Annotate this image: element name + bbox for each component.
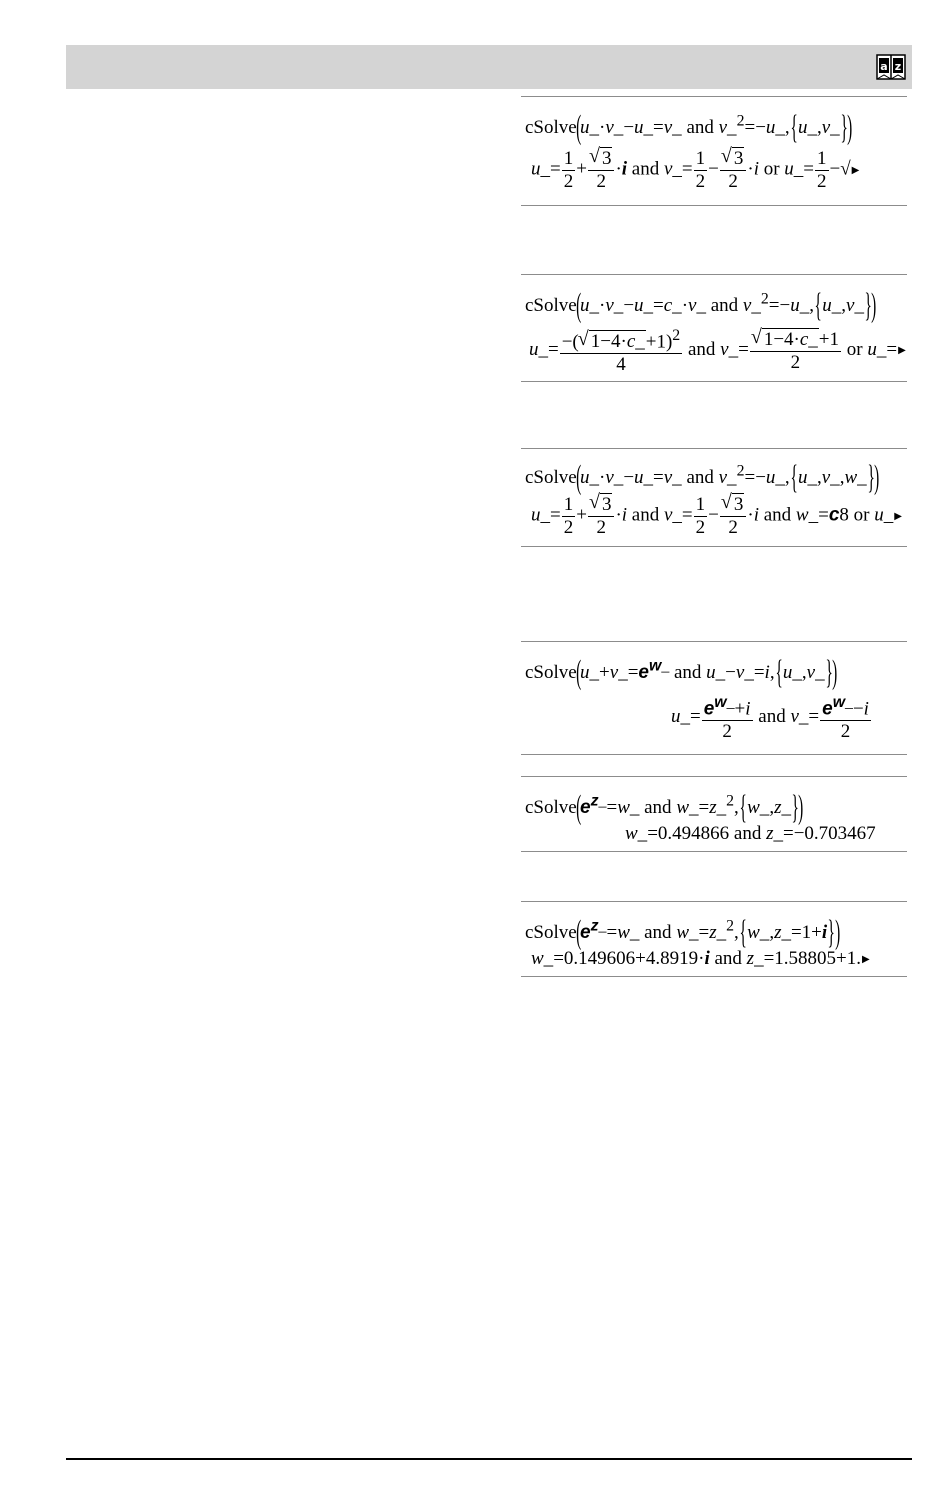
example-4	[521, 641, 907, 755]
reference-book-icon	[876, 54, 906, 80]
example-1	[521, 96, 907, 206]
example-3-output: u_= $\frac{1}{2}$ + √ $\frac{3}{2}$ ·i and v_= $\frac{1}{2}$ − √ $\frac{3}{2}$ ·i and w_=c8 or u_▶	[531, 493, 902, 539]
example-5-input: $cSolve(e^{z\_}=w\_$ and w_=z_$^2$,{w_,z_})	[525, 789, 804, 826]
example-4-input: $cSolve(u\_+v\_=e^{w\_}$ and u_−v_=i,{u_,v_})	[525, 654, 838, 691]
example-1-input: cSolve(u_·v_−u_=v_ and v_$^2$=−u_,{u_,v_})	[525, 109, 853, 146]
example-5	[521, 776, 907, 852]
example-6	[521, 901, 907, 977]
example-2-output: u_= $\frac{-(√ 1-4\cdot c\_+1)^2}{4}$ and v_= √ $\frac{1-4\cdot c\_+1}{2}$ or u_=▶	[529, 325, 906, 376]
example-2	[521, 274, 907, 382]
example-5-output: w_=0.494866 and z_=−0.703467	[625, 823, 876, 844]
page-header-bar	[66, 45, 912, 89]
example-6-output: w_=0.149606+4.8919·i and z_=1.58805+1.▶	[531, 948, 870, 969]
example-3	[521, 448, 907, 547]
svg-text:a: a	[880, 60, 888, 73]
example-2-input: cSolve(u_·v_−u_=c_·v_ and v_$^2$=−u_,{u_,v_})	[525, 287, 877, 324]
svg-text:z: z	[894, 60, 902, 73]
footer-rule	[66, 1458, 912, 1460]
example-6-input: $cSolve(e^{z\_}=w\_$ and w_=z_$^2$,{w_,z_=1+i})	[525, 914, 840, 951]
example-4-output: u_= $\frac{e^{w\_}+i}{2}$ and v_= $\frac{e^{w\_}-i}{2}$	[671, 694, 869, 743]
example-1-output: u_= $\frac{1}{2}$ + √ $\frac{3}{2}$ ·i and v_= $\frac{1}{2}$ − √ $\frac{3}{2}$ ·i or u_= $\frac{1}{2}$ −√▶	[531, 147, 859, 193]
example-3-input: cSolve(u_·v_−u_=v_ and v_$^2$=−u_,{u_,v_,w_})	[525, 459, 880, 496]
